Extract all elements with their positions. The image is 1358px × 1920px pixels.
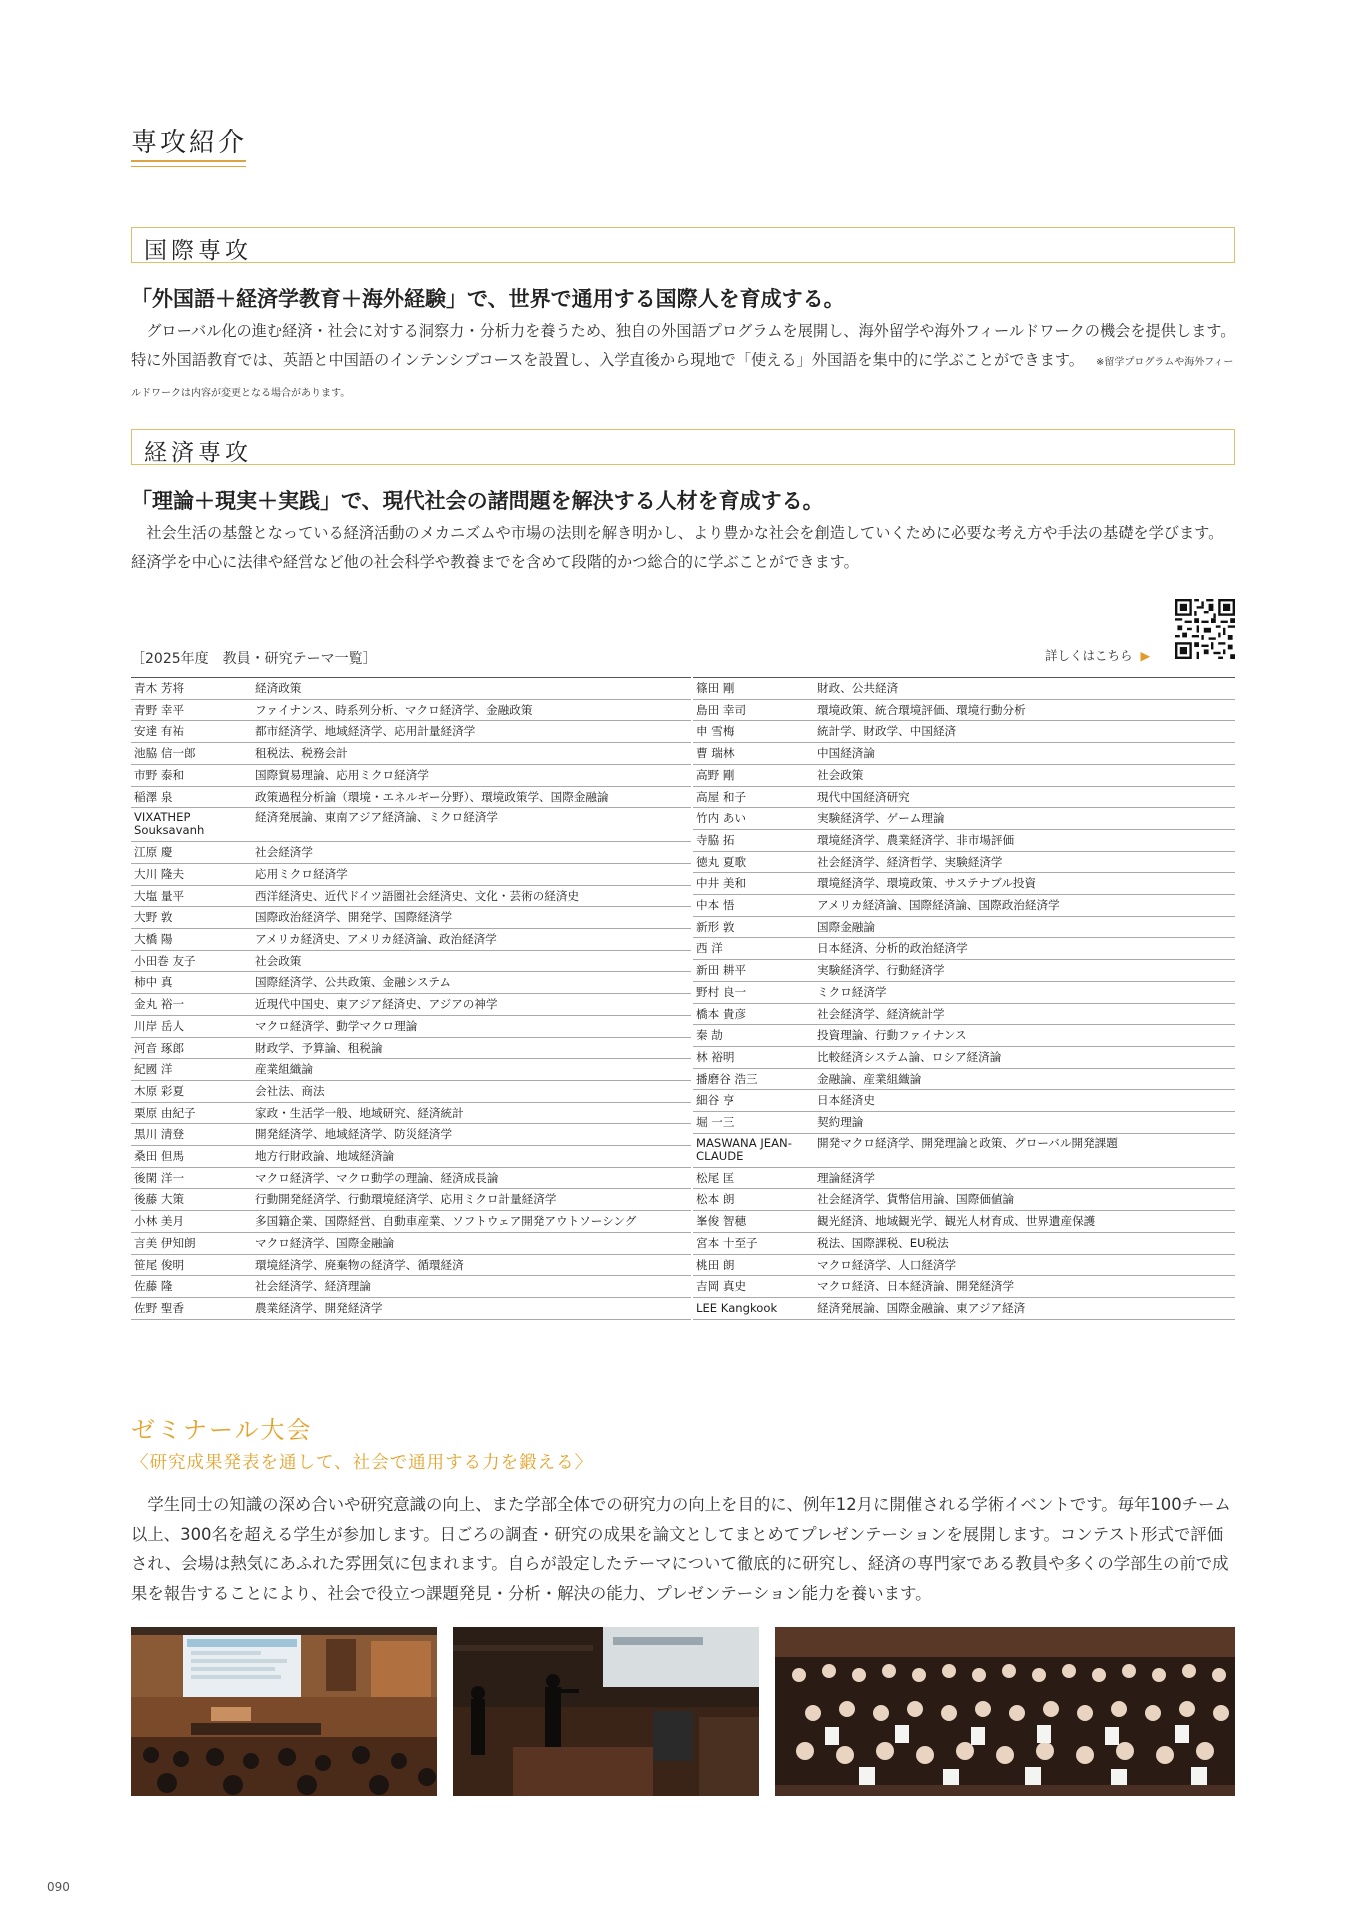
faculty-topic: マクロ経済、日本経済論、開発経済学 (817, 1279, 1015, 1294)
economics-lead: 「理論＋現実＋実践」で、現代社会の諸問題を解決する人材を育成する。 (131, 489, 824, 513)
faculty-name: 河音 琢郎 (134, 1040, 185, 1055)
faculty-name: 曹 瑞林 (696, 746, 735, 761)
faculty-topic: 開発マクロ経済学、開発理論と政策、グローバル開発課題 (817, 1135, 1118, 1150)
title-underline (131, 160, 246, 162)
faculty-name: 竹内 あい (696, 811, 747, 826)
faculty-row (693, 1025, 1235, 1047)
faculty-topic: 比較経済システム論、ロシア経済論 (817, 1049, 1002, 1064)
faculty-name: 黒川 清登 (134, 1127, 185, 1142)
faculty-topic: 投資理論、行動ファイナンス (817, 1028, 967, 1043)
faculty-topic: 家政・生活学一般、地域研究、経済統計 (255, 1105, 464, 1120)
faculty-row (131, 972, 691, 994)
faculty-topic: 経済発展論、東南アジア経済論、ミクロ経済学 (255, 810, 499, 825)
faculty-row (693, 938, 1235, 960)
faculty-topic: 現代中国経済研究 (817, 789, 910, 804)
faculty-name: 野村 良一 (696, 984, 747, 999)
faculty-row (131, 743, 691, 765)
faculty-name: 栗原 由紀子 (134, 1105, 196, 1120)
faculty-row (693, 743, 1235, 765)
faculty-row (693, 1069, 1235, 1091)
faculty-name: 紀國 洋 (134, 1062, 173, 1077)
faculty-row (693, 960, 1235, 982)
faculty-topic: 統計学、財政学、中国経済 (817, 724, 957, 739)
faculty-name: 笹尾 俊明 (134, 1257, 185, 1272)
international-heading-box (131, 227, 1235, 263)
faculty-row (131, 700, 691, 722)
faculty-name: 言美 伊知朗 (134, 1235, 196, 1250)
faculty-row (131, 1189, 691, 1211)
faculty-topic: マクロ経済学、人口経済学 (817, 1257, 957, 1272)
faculty-row (693, 1189, 1235, 1211)
faculty-row (693, 1134, 1235, 1168)
faculty-topic: 租税法、税務会計 (255, 746, 348, 761)
faculty-name: 高野 剛 (696, 767, 735, 782)
faculty-row (693, 1112, 1235, 1134)
faculty-topic: 社会政策 (255, 953, 302, 968)
economics-body: 社会生活の基盤となっている経済活動のメカニズムや市場の法則を解き明かし、より豊かな社会を創造していくために必要な考え方や手法の基礎を学びます。経済学を中心に法律や経営など他の社会科学や教養までを含めて段階的かつ総合的に学ぶことができます。 (131, 524, 1224, 571)
faculty-row (131, 1038, 691, 1060)
international-body (131, 317, 1237, 408)
faculty-name: 桑田 但馬 (134, 1149, 185, 1164)
faculty-row (131, 721, 691, 743)
faculty-topic: 環境経済学、廃棄物の経済学、循環経済 (255, 1257, 464, 1272)
faculty-table-right (693, 677, 1235, 1320)
faculty-topic: 観光経済、地域観光学、観光人材育成、世界遺産保護 (817, 1214, 1096, 1229)
seminar-photo-stage (453, 1627, 759, 1796)
faculty-name: 江原 慶 (134, 845, 173, 860)
faculty-row (693, 787, 1235, 809)
faculty-topic: 実験経済学、ゲーム理論 (817, 811, 945, 826)
faculty-row (693, 1211, 1235, 1233)
faculty-row (693, 852, 1235, 874)
faculty-name: 松本 朗 (696, 1192, 735, 1207)
faculty-name: 木原 彩夏 (134, 1083, 185, 1098)
faculty-row (131, 1124, 691, 1146)
faculty-row (131, 808, 691, 842)
faculty-row (693, 982, 1235, 1004)
faculty-name: 佐藤 隆 (134, 1279, 173, 1294)
faculty-name: 後藤 大策 (134, 1192, 185, 1207)
faculty-name: 細谷 亨 (696, 1093, 735, 1108)
faculty-row (693, 678, 1235, 700)
economics-heading-box (131, 429, 1235, 465)
faculty-row (131, 1081, 691, 1103)
international-lead: 「外国語＋経済学教育＋海外経験」で、世界で通用する国際人を育成する。 (131, 287, 845, 311)
faculty-name: 柿中 真 (134, 975, 173, 990)
faculty-topic: 国際金融論 (817, 919, 875, 934)
faculty-topic: 環境経済学、環境政策、サステナブル投資 (817, 876, 1037, 891)
faculty-row (131, 787, 691, 809)
faculty-row (693, 721, 1235, 743)
seminar-body: 学生同士の知識の深め合いや研究意識の向上、また学部全体での研究力の向上を目的に、例年12月に開催される学術イベントです。毎年100チーム以上、300名を超える学生が参加します。日ごろの調査・研究の成果を論文としてまとめてプレゼンテーションを展開します。コンテスト形式で評価され、会場は熱気にあふれた雰囲気に包まれます。自らが設定したテーマについて徹底的に研究し、経済の専門家である教員や多くの学部生の前で成果を報告することにより、社会で役立つ課題発見・分析・解決の能力、プレゼンテーション能力を養います。 (131, 1495, 1231, 1603)
seminar-photo-group (775, 1627, 1235, 1796)
faculty-row (131, 1211, 691, 1233)
faculty-topic: 近現代中国史、東アジア経済史、アジアの神学 (255, 997, 498, 1012)
faculty-row (693, 1168, 1235, 1190)
faculty-topic: 環境経済学、農業経済学、非市場評価 (817, 832, 1015, 847)
faculty-topic: 会社法、商法 (255, 1083, 325, 1098)
faculty-name: 桃田 朗 (696, 1257, 735, 1272)
faculty-topic: 国際貿易理論、応用ミクロ経済学 (255, 767, 429, 782)
faculty-row (693, 895, 1235, 917)
faculty-name: 播磨谷 浩三 (696, 1071, 758, 1086)
faculty-row (131, 1146, 691, 1168)
faculty-row (693, 1004, 1235, 1026)
faculty-topic: 日本経済史 (817, 1093, 875, 1108)
faculty-name: 吉岡 真史 (696, 1279, 747, 1294)
faculty-name: LEE Kangkook (696, 1300, 778, 1315)
faculty-heading: ［2025年度 教員・研究テーマ一覧］ (131, 651, 377, 667)
faculty-row (693, 1276, 1235, 1298)
faculty-topic: 契約理論 (817, 1115, 864, 1130)
faculty-topic: マクロ経済学、動学マクロ理論 (255, 1018, 418, 1033)
faculty-topic: 行動開発経済学、行動環境経済学、応用ミクロ計量経済学 (255, 1192, 557, 1207)
faculty-topic: 金融論、産業組織論 (817, 1071, 922, 1086)
faculty-row (131, 1255, 691, 1277)
faculty-topic: 税法、国際課税、EU税法 (817, 1235, 949, 1250)
faculty-name: 佐野 聖香 (134, 1300, 185, 1315)
faculty-row (131, 907, 691, 929)
faculty-name: 市野 泰和 (134, 767, 185, 782)
faculty-topic: 都市経済学、地域経済学、応用計量経済学 (255, 724, 476, 739)
faculty-topic: 社会経済学、経済理論 (255, 1279, 371, 1294)
faculty-topic: 社会政策 (817, 767, 864, 782)
faculty-topic: アメリカ経済史、アメリカ経済論、政治経済学 (255, 932, 497, 947)
faculty-row (131, 765, 691, 787)
international-body-text: グローバル化の進む経済・社会に対する洞察力・分析力を養うため、独自の外国語プログラムを展開し、海外留学や海外フィールドワークの機会を提供します。特に外国語教育では、英語と中国語のインテンシブコースを設置し、入学直後から現地で「使える」外国語を集中的に学ぶことができます。 (131, 322, 1236, 369)
faculty-row (131, 1059, 691, 1081)
faculty-topic: 地方行財政論、地域経済論 (255, 1149, 395, 1164)
faculty-name: 青野 幸平 (134, 702, 185, 717)
faculty-row (693, 1233, 1235, 1255)
faculty-row (693, 1047, 1235, 1069)
faculty-name: 西 洋 (696, 941, 723, 956)
faculty-row (131, 1016, 691, 1038)
faculty-row (693, 1255, 1235, 1277)
faculty-topic: 実験経済学、行動経済学 (817, 963, 945, 978)
faculty-name: VIXATHEP Souksavanh (134, 810, 205, 838)
international-note: ※留学プログラムや海外フィールドワークは内容が変更となる場合があります。 (131, 357, 1234, 399)
faculty-name: 大川 隆夫 (134, 866, 185, 881)
faculty-name: 新形 敦 (696, 919, 735, 934)
arrow-right-icon: ▶ (1140, 648, 1151, 663)
faculty-name: MASWANA JEAN-CLAUDE (696, 1135, 792, 1163)
faculty-name: 中本 悟 (696, 898, 735, 913)
faculty-name: 高屋 和子 (696, 789, 747, 804)
faculty-name: 金丸 裕一 (134, 997, 185, 1012)
faculty-name: 宮本 十至子 (696, 1235, 758, 1250)
faculty-row (693, 1090, 1235, 1112)
faculty-topic: 社会経済学、貨幣信用論、国際価値論 (817, 1192, 1015, 1207)
faculty-name: 申 雪梅 (696, 724, 735, 739)
faculty-topic: 応用ミクロ経済学 (255, 866, 348, 881)
faculty-name: 中井 美和 (696, 876, 747, 891)
faculty-row (693, 1298, 1235, 1320)
faculty-row (131, 1168, 691, 1190)
faculty-row (131, 951, 691, 973)
faculty-row (131, 1103, 691, 1125)
faculty-row (131, 1276, 691, 1298)
faculty-topic: ミクロ経済学 (817, 984, 887, 999)
page-title: 専攻紹介 (131, 128, 248, 158)
faculty-name: 川岸 岳人 (134, 1018, 185, 1033)
faculty-topic: 理論経済学 (817, 1170, 875, 1185)
seminar-title: ゼミナール大会 (131, 1416, 313, 1444)
faculty-name: 小田巻 友子 (134, 953, 196, 968)
faculty-row (131, 886, 691, 908)
faculty-topic: 社会経済学、経済統計学 (817, 1006, 945, 1021)
faculty-topic: 国際経済学、公共政策、金融システム (255, 975, 451, 990)
faculty-row (693, 830, 1235, 852)
faculty-topic: 財政、公共経済 (817, 681, 899, 695)
economics-heading: 経済専攻 (144, 440, 252, 466)
faculty-name: 池脇 信一郎 (134, 746, 196, 761)
faculty-name: 秦 劼 (696, 1028, 723, 1043)
faculty-row (131, 842, 691, 864)
faculty-topic: 経済政策 (255, 681, 302, 695)
faculty-name: 青木 芳将 (134, 681, 185, 695)
title-underline-thin (131, 166, 246, 167)
faculty-name: 大塩 量平 (134, 888, 185, 903)
faculty-row (131, 1233, 691, 1255)
faculty-name: 小林 美月 (134, 1214, 185, 1229)
faculty-name: 大橋 陽 (134, 932, 173, 947)
qr-code[interactable] (1175, 599, 1235, 659)
faculty-name: 稲澤 泉 (134, 789, 173, 804)
faculty-topic: 社会経済学、経済哲学、実験経済学 (817, 854, 1003, 869)
faculty-row (131, 1298, 691, 1320)
faculty-topic: 社会経済学 (255, 845, 313, 860)
faculty-topic: 開発経済学、地域経済学、防災経済学 (255, 1127, 453, 1142)
faculty-name: 後閑 洋一 (134, 1170, 185, 1185)
faculty-name: 林 裕明 (696, 1049, 735, 1064)
faculty-topic: 西洋経済史、近代ドイツ語圏社会経済史、文化・芸術の経済史 (255, 888, 580, 903)
faculty-topic: アメリカ経済論、国際経済論、国際政治経済学 (817, 898, 1060, 913)
faculty-row (693, 700, 1235, 722)
faculty-topic: 産業組織論 (255, 1062, 313, 1077)
faculty-topic: 中国経済論 (817, 746, 875, 761)
faculty-topic: マクロ経済学、マクロ動学の理論、経済成長論 (255, 1170, 499, 1185)
more-link-label: 詳しくはこちら (1045, 648, 1133, 663)
faculty-row (131, 678, 691, 700)
international-heading: 国際専攻 (144, 238, 252, 264)
faculty-name: 島田 幸司 (696, 702, 747, 717)
faculty-topic: 経済発展論、国際金融論、東アジア経済 (817, 1300, 1026, 1315)
faculty-row (693, 873, 1235, 895)
seminar-photo-hall (131, 1627, 437, 1796)
faculty-row (131, 929, 691, 951)
faculty-name: 徳丸 夏歌 (696, 854, 747, 869)
faculty-topic: 環境政策、統合環境評価、環境行動分析 (817, 702, 1026, 717)
faculty-name: 松尾 匡 (696, 1170, 735, 1185)
faculty-name: 大野 敦 (134, 910, 173, 925)
faculty-topic: 多国籍企業、国際経営、自動車産業、ソフトウェア開発アウトソーシング (255, 1214, 637, 1229)
faculty-topic: 財政学、予算論、租税論 (255, 1040, 383, 1055)
faculty-name: 寺脇 拓 (696, 832, 735, 847)
faculty-row (693, 917, 1235, 939)
faculty-name: 新田 耕平 (696, 963, 747, 978)
faculty-topic: 農業経済学、開発経済学 (255, 1300, 383, 1315)
faculty-name: 堀 一三 (696, 1115, 735, 1130)
faculty-name: 峯俊 智穂 (696, 1214, 747, 1229)
faculty-table-left (131, 677, 691, 1320)
faculty-row (693, 765, 1235, 787)
faculty-topic: 国際政治経済学、開発学、国際経済学 (255, 910, 453, 925)
seminar-subtitle: 〈研究成果発表を通して、社会で通用する力を鍛える〉 (131, 1453, 594, 1473)
faculty-topic: マクロ経済学、国際金融論 (255, 1235, 395, 1250)
faculty-row (693, 808, 1235, 830)
faculty-name: 橋本 貴彦 (696, 1006, 747, 1021)
faculty-topic: ファイナンス、時系列分析、マクロ経済学、金融政策 (255, 702, 533, 717)
faculty-row (131, 994, 691, 1016)
more-link[interactable] (1045, 646, 1150, 664)
faculty-name: 安達 有祐 (134, 724, 185, 739)
faculty-topic: 政策過程分析論（環境・エネルギー分野）、環境政策学、国際金融論 (255, 789, 609, 804)
page-number: 090 (47, 1880, 70, 1894)
faculty-row (131, 864, 691, 886)
faculty-topic: 日本経済、分析的政治経済学 (817, 941, 968, 956)
faculty-name: 篠田 剛 (696, 681, 735, 695)
